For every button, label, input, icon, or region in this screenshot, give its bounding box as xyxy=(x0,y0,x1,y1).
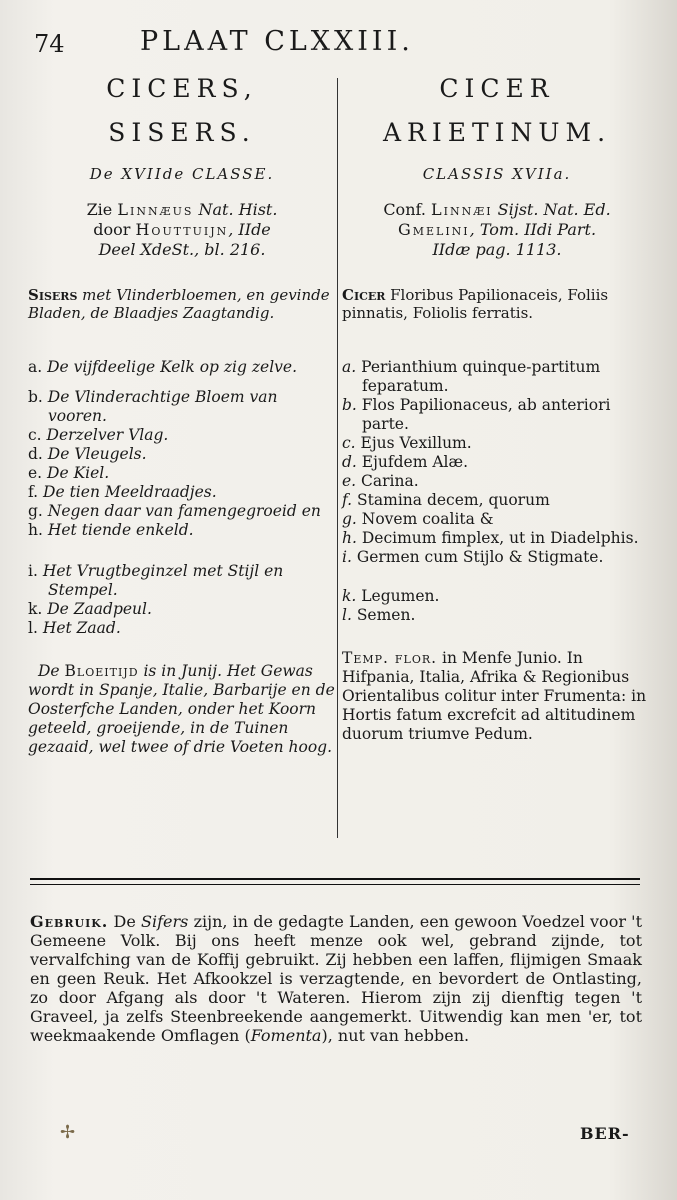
list-item xyxy=(342,587,652,606)
part-letter: c. xyxy=(28,426,42,444)
left-ref-a: Zie xyxy=(86,200,118,219)
list-item xyxy=(28,600,336,619)
part-text: Stamina decem, quorum xyxy=(352,491,550,509)
part-text: De vijfdeelige Kelk op zig zelve. xyxy=(42,358,298,376)
part-text: Perianthium quinque-partitum feparatum. xyxy=(356,358,601,395)
bloei-body: in Menfe Junio. In Hifpania, Italia, Afrika & Regionibus Orientalibus colitur inter Frumenta: in Hortis fatum excrefcit ad altitudinem duorum triumve Pedum. xyxy=(342,649,647,743)
part-letter: l. xyxy=(28,619,38,637)
part-letter: d. xyxy=(28,445,43,463)
printer-ornament-icon: ✢ xyxy=(60,1122,76,1143)
part-text: Germen cum Stijlo & Stigmate. xyxy=(351,548,604,566)
usage-b: zijn, in de gedagte Landen, een gewoon Voedzel voor 't Gemeene Volk. Bij ons heeft menze ook wel, gebrand zijnde, tot vervalfching van de Koffij gebruikt. Zij hebben een laffen, flijmigen Smaak en geen Reuk. Het Afkookzel is verzagtende, en bevordert de Ontlasting, zo door Afgang als door 't Wateren. Hierom zijn zij dienftig tegen 't Graveel, ja zelfs Steenbreekende aangemerkt. Uitwendig kan men 'er, tot weekmaakende Omflagen ( xyxy=(30,912,642,1045)
divider-rule-bottom xyxy=(30,884,640,885)
left-ref-b: Nat. Hist. xyxy=(193,200,278,219)
right-desc-genus: Cicer xyxy=(342,286,386,304)
list-item xyxy=(28,483,336,502)
plate-heading: PLAAT CLXXIII. xyxy=(140,26,414,57)
part-letter: a. xyxy=(28,358,43,376)
part-text: Carina. xyxy=(356,472,419,490)
right-ref-a: Conf. xyxy=(383,200,432,219)
left-class-label: De XVIIde CLASSE. xyxy=(89,165,275,183)
left-title-line2: SISERS. xyxy=(108,118,256,147)
right-flowering-text xyxy=(342,649,652,744)
usage-it2: Fomenta xyxy=(250,1026,322,1045)
list-item xyxy=(342,510,652,529)
left-reference xyxy=(28,200,336,260)
right-ref-name1: Linnæi xyxy=(431,200,493,219)
part-letter: k. xyxy=(342,587,357,605)
list-item xyxy=(342,491,652,510)
list-item xyxy=(28,358,336,377)
part-letter: h. xyxy=(342,529,357,547)
left-desc-genus: Sisers xyxy=(28,286,78,304)
left-desc-text: met Vlinderbloemen, en gevinde Bladen, de Blaadjes Zaagtandig. xyxy=(28,286,330,322)
part-text: Legumen. xyxy=(356,587,440,605)
right-description xyxy=(342,286,652,358)
list-item xyxy=(28,502,336,521)
column-divider xyxy=(337,78,338,838)
list-item xyxy=(342,453,652,472)
bloei-body: is in Junij. Het Gewas wordt in Spanje, Italie, Barbarije en de Oosterfche Landen, onder het Koorn geteeld, groeijende, in de Tuinen gezaaid, wel twee of drie Voeten hoog. xyxy=(28,662,335,756)
left-parts-list xyxy=(28,358,336,638)
right-title-line1: CICER xyxy=(439,74,555,103)
part-text: Ejus Vexillum. xyxy=(355,434,472,452)
list-item xyxy=(28,521,336,540)
part-text: Het Zaad. xyxy=(37,619,121,637)
list-item xyxy=(28,464,336,483)
left-ref-name1: Linnæus xyxy=(117,200,194,219)
part-text: Derzelver Vlag. xyxy=(41,426,169,444)
right-parts-list xyxy=(342,358,652,625)
part-text: Het tiende enkeld. xyxy=(42,521,194,539)
part-letter: b. xyxy=(342,396,357,414)
left-description xyxy=(28,286,336,358)
right-ref-d: IIdæ pag. 1113. xyxy=(432,240,562,259)
usage-paragraph xyxy=(30,912,642,1045)
part-text: Novem coalita & xyxy=(356,510,494,528)
part-text: Ejufdem Alæ. xyxy=(356,453,468,471)
part-text: Decimum fimplex, ut in Diadelphis. xyxy=(356,529,639,547)
left-ref-c: door xyxy=(93,220,136,239)
bloei-prefix: De xyxy=(38,662,65,680)
part-letter: b. xyxy=(28,388,43,406)
page-number: 74 xyxy=(34,30,65,58)
list-item xyxy=(342,396,652,434)
part-letter: f. xyxy=(28,483,39,501)
part-letter: i. xyxy=(28,562,38,580)
left-ref-e: Deel XdeSt., bl. 216. xyxy=(98,240,266,259)
part-text: De Vlinderachtige Bloem van vooren. xyxy=(42,388,278,425)
part-letter: h. xyxy=(28,521,43,539)
right-reference xyxy=(342,200,652,260)
list-item xyxy=(28,562,336,600)
right-column-latin xyxy=(342,70,652,744)
part-letter: g. xyxy=(342,510,357,528)
catchword: BER- xyxy=(580,1124,630,1143)
list-item xyxy=(342,434,652,453)
part-letter: a. xyxy=(342,358,357,376)
usage-c: ), nut van hebben. xyxy=(321,1026,470,1045)
left-title-line1: CICERS, xyxy=(106,74,258,103)
bloei-heading: Bloeitijd xyxy=(64,662,139,680)
part-letter: g. xyxy=(28,502,43,520)
right-class-label: CLASSIS XVIIa. xyxy=(422,165,572,183)
right-desc-text: Floribus Papilionaceis, Foliis pinnatis, Foliolis ferratis. xyxy=(342,286,609,322)
part-letter: i. xyxy=(342,548,352,566)
list-item xyxy=(28,445,336,464)
list-item xyxy=(342,358,652,396)
list-item xyxy=(342,529,652,548)
part-text: De Kiel. xyxy=(42,464,110,482)
part-letter: k. xyxy=(28,600,43,618)
usage-it1: Sifers xyxy=(141,912,189,931)
left-ref-name2: Houttuijn xyxy=(135,220,229,239)
right-title-line2: ARIETINUM. xyxy=(382,118,612,147)
part-text: De tien Meeldraadjes. xyxy=(38,483,217,501)
part-letter: e. xyxy=(28,464,43,482)
part-text: De Vleugels. xyxy=(42,445,147,463)
left-ref-d: , IIde xyxy=(228,220,271,239)
left-flowering-text xyxy=(28,662,336,757)
left-column-dutch xyxy=(28,70,336,757)
bloei-heading: Temp. flor. xyxy=(342,649,438,667)
usage-heading: Gebruik. xyxy=(30,912,109,931)
list-item xyxy=(28,426,336,445)
part-text: Flos Papilionaceus, ab anteriori parte. xyxy=(356,396,611,433)
part-letter: e. xyxy=(342,472,357,490)
part-text: Negen daar van famengegroeid en xyxy=(42,502,321,520)
list-item xyxy=(28,619,336,638)
right-ref-b: Sijst. Nat. Ed. xyxy=(492,200,611,219)
divider-rule-top xyxy=(30,878,640,880)
part-letter: d. xyxy=(342,453,357,471)
usage-a: De xyxy=(108,912,142,931)
list-item xyxy=(342,472,652,491)
list-item xyxy=(28,388,336,426)
part-letter: f. xyxy=(342,491,353,509)
part-text: De Zaadpeul. xyxy=(42,600,152,618)
part-text: Semen. xyxy=(351,606,416,624)
list-item xyxy=(342,606,652,625)
list-item xyxy=(342,548,652,567)
right-ref-name2: Gmelini xyxy=(397,220,470,239)
part-letter: c. xyxy=(342,434,356,452)
part-text: Het Vrugtbeginzel met Stijl en Stempel. xyxy=(37,562,284,599)
part-letter: l. xyxy=(342,606,352,624)
right-ref-c: , Tom. IIdi Part. xyxy=(469,220,597,239)
